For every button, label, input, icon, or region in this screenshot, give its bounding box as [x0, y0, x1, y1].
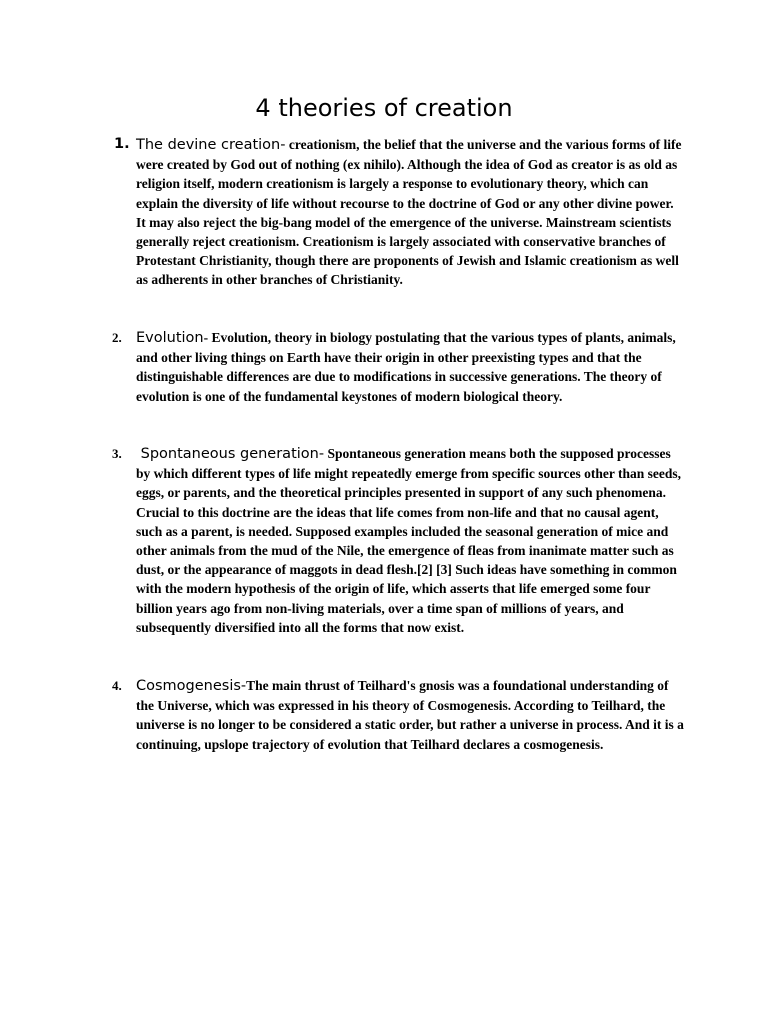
- item-text: Spontaneous generation means both the supposed processes by which different types of life might repeatedly emerge from specific sources other than seeds, eggs, or parents, and the theoretical principles presented in support of any such phenomena. Crucial to this doctrine are the ideas that life comes from non-life and that no causal agent, such as a parent, is needed. Supposed examples included the seasonal generation of mice and other animals from the mud of the Nile, the emergence of fleas from inanimate matter such as dust, or the appearance of maggots in dead flesh.[2] [3] Such ideas have something in common with the modern hypothesis of the origin of life, which asserts that life emerged some four billion years ago from non-living materials, over a time span of millions of years, and subsequently diversified into all the forms that now exist.: [136, 446, 682, 635]
- item-heading: Cosmogenesis-: [136, 678, 247, 694]
- list-item-spontaneous-generation: [112, 444, 684, 637]
- list-number: 2.: [112, 330, 122, 345]
- item-heading: Evolution: [136, 330, 204, 346]
- item-text: - Evolution, theory in biology postulating that the various types of plants, animals, and other living things on Earth have their origin in other preexisting types and that the distinguishable differences are due to modifications in successive generations. The theory of evolution is one of the fundamental keystones of modern biological theory.: [136, 330, 676, 404]
- list-item-cosmogenesis: [112, 676, 684, 754]
- item-text: The main thrust of Teilhard's gnosis was a foundational understanding of the Universe, which was expressed in his theory of Cosmogenesis. According to Teilhard, the universe is no longer to be considered a static order, but rather a universe in process. And it is a continuing, upslope trajectory of evolution that Teilhard declares a cosmogenesis.: [136, 678, 684, 752]
- item-heading: Spontaneous generation-: [136, 446, 325, 462]
- item-heading: The devine creation-: [136, 137, 286, 153]
- list-item-devine-creation: [114, 135, 684, 290]
- list-item-evolution: [112, 328, 684, 406]
- item-text: creationism, the belief that the universe and the various forms of life were created by God out of nothing (ex nihilo). Although the idea of God as creator is as old as religion itself, modern creationism is largely a response to evolutionary theory, which can explain the diversity of life without recourse to the doctrine of God or any other divine power. It may also reject the big-bang model of the emergence of the universe. Mainstream scientists generally reject creationism. Creationism is largely associated with conservative branches of Protestant Christianity, though there are proponents of Jewish and Islamic creationism as well as adherents in other branches of Christianity.: [136, 137, 682, 288]
- list-number: 1.: [114, 136, 130, 152]
- document-title: 4 theories of creation: [255, 94, 513, 122]
- list-number: 3.: [112, 446, 122, 461]
- list-number: 4.: [112, 678, 122, 693]
